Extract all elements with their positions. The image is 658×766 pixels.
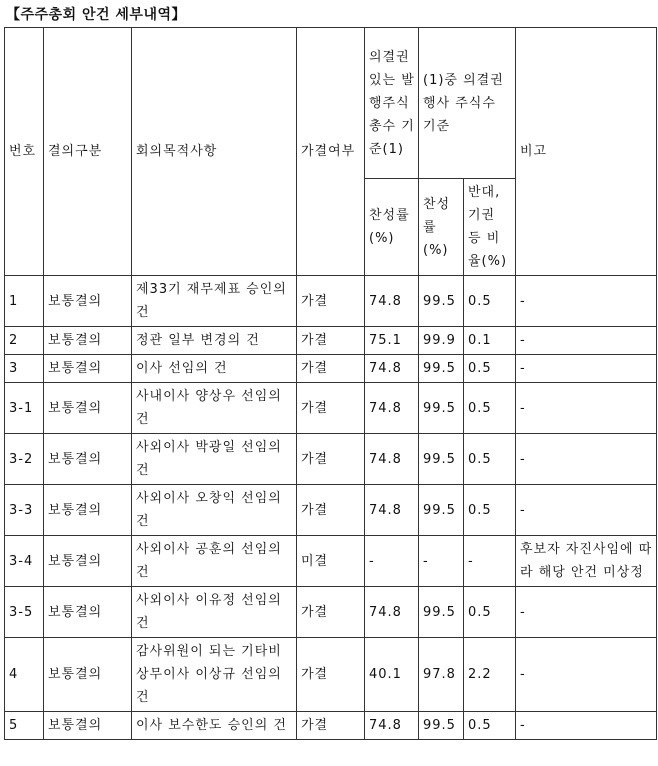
table-row bbox=[5, 638, 657, 712]
cell-rate-2: 99.5 bbox=[419, 485, 464, 536]
cell-type: 보통결의 bbox=[44, 276, 132, 327]
cell-purpose: 이사 보수한도 승인의 건 bbox=[132, 712, 297, 740]
cell-rate-3: 2.2 bbox=[464, 638, 516, 712]
cell-no: 3-3 bbox=[5, 485, 44, 536]
cell-note: - bbox=[516, 383, 657, 434]
cell-rate-1: 74.8 bbox=[365, 485, 419, 536]
cell-type: 보통결의 bbox=[44, 485, 132, 536]
table-row bbox=[5, 536, 657, 587]
table-row bbox=[5, 355, 657, 383]
cell-no: 1 bbox=[5, 276, 44, 327]
cell-rate-3: 0.5 bbox=[464, 434, 516, 485]
cell-rate-1: 74.8 bbox=[365, 355, 419, 383]
cell-note: - bbox=[516, 587, 657, 638]
cell-purpose: 제33기 재무제표 승인의 건 bbox=[132, 276, 297, 327]
cell-rate-3: 0.5 bbox=[464, 485, 516, 536]
header-approval-rate-1: 찬성률(%) bbox=[365, 179, 419, 276]
cell-rate-1: 74.8 bbox=[365, 276, 419, 327]
header-approval-rate-2: 찬성률(%) bbox=[419, 179, 464, 276]
cell-rate-1: 74.8 bbox=[365, 712, 419, 740]
cell-note: - bbox=[516, 485, 657, 536]
cell-rate-2: 99.5 bbox=[419, 355, 464, 383]
cell-purpose: 이사 선임의 건 bbox=[132, 355, 297, 383]
cell-type: 보통결의 bbox=[44, 587, 132, 638]
cell-rate-2: 99.5 bbox=[419, 383, 464, 434]
cell-no: 3-1 bbox=[5, 383, 44, 434]
cell-purpose: 정관 일부 변경의 건 bbox=[132, 327, 297, 355]
table-row bbox=[5, 712, 657, 740]
header-type: 결의구분 bbox=[44, 28, 132, 276]
cell-rate-3: 0.5 bbox=[464, 355, 516, 383]
cell-rate-3: 0.5 bbox=[464, 587, 516, 638]
header-passed: 가결여부 bbox=[297, 28, 365, 276]
cell-passed: 가결 bbox=[297, 276, 365, 327]
cell-no: 3-2 bbox=[5, 434, 44, 485]
table-row bbox=[5, 434, 657, 485]
header-note: 비고 bbox=[516, 28, 657, 276]
cell-rate-2: - bbox=[419, 536, 464, 587]
cell-rate-3: 0.5 bbox=[464, 712, 516, 740]
header-against-rate: 반대, 기권 등 비율(%) bbox=[464, 179, 516, 276]
cell-rate-1: 75.1 bbox=[365, 327, 419, 355]
cell-no: 5 bbox=[5, 712, 44, 740]
cell-rate-2: 99.5 bbox=[419, 587, 464, 638]
table-row bbox=[5, 276, 657, 327]
cell-passed: 가결 bbox=[297, 638, 365, 712]
cell-no: 3-4 bbox=[5, 536, 44, 587]
cell-rate-3: 0.1 bbox=[464, 327, 516, 355]
cell-rate-2: 99.9 bbox=[419, 327, 464, 355]
cell-passed: 가결 bbox=[297, 327, 365, 355]
cell-note: - bbox=[516, 355, 657, 383]
cell-type: 보통결의 bbox=[44, 638, 132, 712]
table-row bbox=[5, 383, 657, 434]
cell-type: 보통결의 bbox=[44, 434, 132, 485]
cell-type: 보통결의 bbox=[44, 327, 132, 355]
cell-purpose: 사외이사 박광일 선임의 건 bbox=[132, 434, 297, 485]
cell-rate-2: 99.5 bbox=[419, 276, 464, 327]
cell-passed: 가결 bbox=[297, 383, 365, 434]
page-title: 【주주총회 안건 세부내역】 bbox=[6, 7, 186, 23]
cell-note: - bbox=[516, 638, 657, 712]
cell-note: - bbox=[516, 712, 657, 740]
cell-passed: 가결 bbox=[297, 355, 365, 383]
cell-passed: 가결 bbox=[297, 712, 365, 740]
cell-rate-3: 0.5 bbox=[464, 276, 516, 327]
table-header-row bbox=[5, 28, 657, 179]
table-row bbox=[5, 327, 657, 355]
cell-note: - bbox=[516, 276, 657, 327]
cell-type: 보통결의 bbox=[44, 712, 132, 740]
cell-rate-2: 99.5 bbox=[419, 434, 464, 485]
cell-rate-3: 0.5 bbox=[464, 383, 516, 434]
cell-passed: 미결 bbox=[297, 536, 365, 587]
cell-note: 후보자 자진사임에 따라 해당 안건 미상정 bbox=[516, 536, 657, 587]
cell-purpose: 사외이사 오창익 선임의 건 bbox=[132, 485, 297, 536]
cell-purpose: 사외이사 이유정 선임의 건 bbox=[132, 587, 297, 638]
cell-no: 4 bbox=[5, 638, 44, 712]
cell-type: 보통결의 bbox=[44, 536, 132, 587]
cell-no: 2 bbox=[5, 327, 44, 355]
header-no: 번호 bbox=[5, 28, 44, 276]
header-basis-voted-shares: (1)중 의결권 행사 주식수 기준 bbox=[419, 28, 516, 179]
cell-rate-3: - bbox=[464, 536, 516, 587]
header-purpose: 회의목적사항 bbox=[132, 28, 297, 276]
cell-passed: 가결 bbox=[297, 485, 365, 536]
cell-note: - bbox=[516, 327, 657, 355]
table-row bbox=[5, 485, 657, 536]
cell-purpose: 감사위원이 되는 기타비상무이사 이상규 선임의 건 bbox=[132, 638, 297, 712]
cell-passed: 가결 bbox=[297, 434, 365, 485]
header-basis-total-shares: 의결권 있는 발행주식 총수 기준(1) bbox=[365, 28, 419, 179]
cell-rate-1: 40.1 bbox=[365, 638, 419, 712]
agenda-detail-table bbox=[4, 27, 657, 740]
cell-rate-2: 97.8 bbox=[419, 638, 464, 712]
cell-type: 보통결의 bbox=[44, 355, 132, 383]
cell-rate-2: 99.5 bbox=[419, 712, 464, 740]
cell-note: - bbox=[516, 434, 657, 485]
cell-rate-1: 74.8 bbox=[365, 383, 419, 434]
cell-type: 보통결의 bbox=[44, 383, 132, 434]
cell-passed: 가결 bbox=[297, 587, 365, 638]
table-row bbox=[5, 587, 657, 638]
cell-purpose: 사내이사 양상우 선임의 건 bbox=[132, 383, 297, 434]
cell-rate-1: 74.8 bbox=[365, 587, 419, 638]
cell-no: 3 bbox=[5, 355, 44, 383]
cell-no: 3-5 bbox=[5, 587, 44, 638]
cell-purpose: 사외이사 공훈의 선임의 건 bbox=[132, 536, 297, 587]
cell-rate-1: 74.8 bbox=[365, 434, 419, 485]
cell-rate-1: - bbox=[365, 536, 419, 587]
